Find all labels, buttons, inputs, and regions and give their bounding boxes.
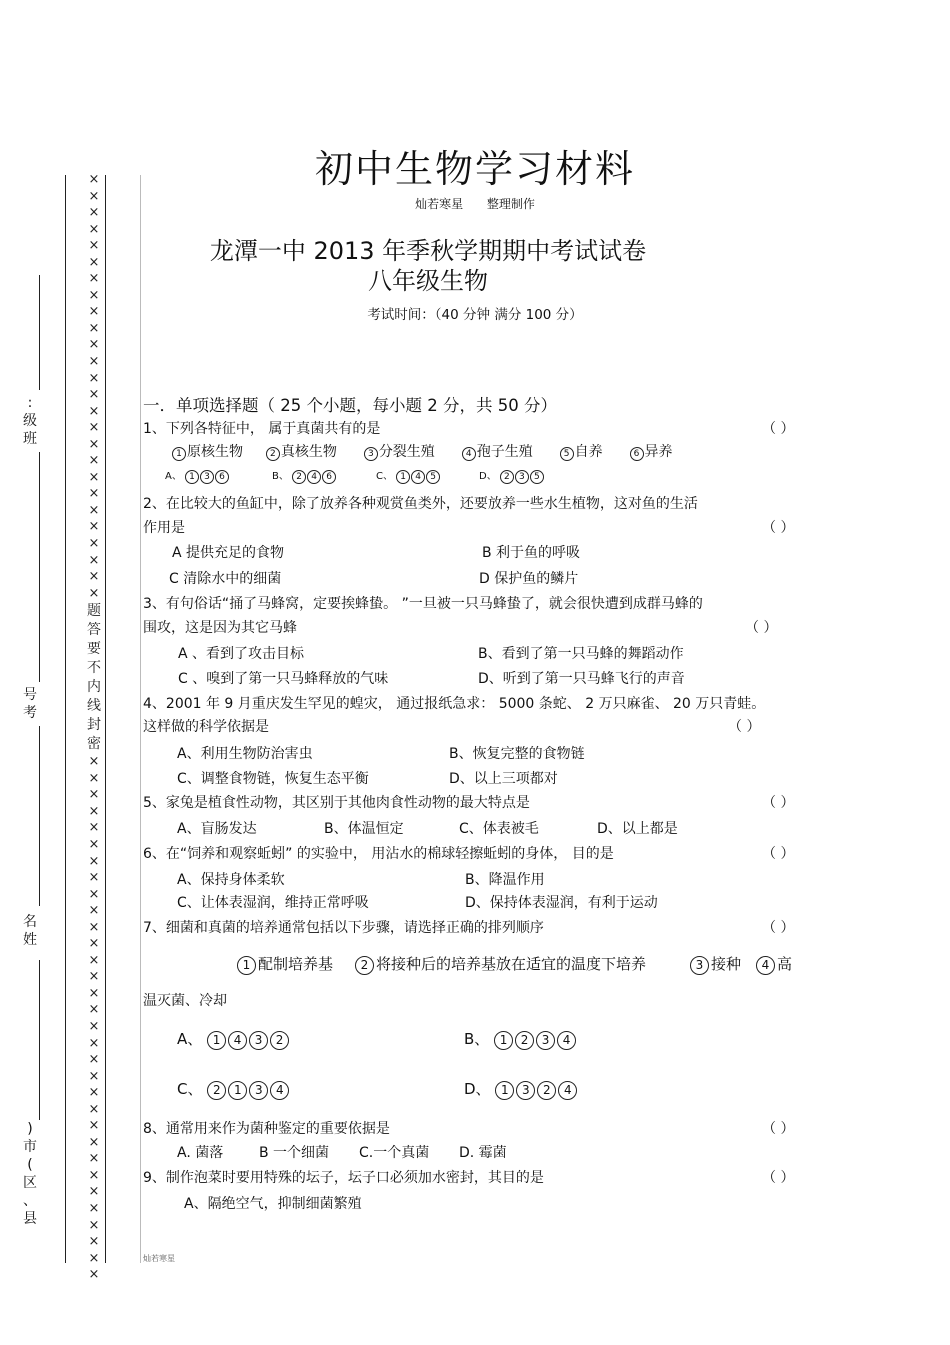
seal-x-mark: ×	[88, 420, 100, 436]
number-label-char-1: 号	[23, 687, 37, 703]
q1-item-1: 原核生物	[187, 444, 243, 460]
class-label-colon: :	[27, 395, 33, 411]
name-label	[22, 913, 38, 949]
q4-answer-blank: （ ）	[728, 719, 761, 735]
seal-x-mark: ×	[88, 502, 100, 518]
q1-item-3: 分裂生殖	[378, 444, 435, 460]
q7-a-num-1: 1	[207, 1031, 226, 1050]
seal-x-mark: ×	[88, 936, 100, 952]
q8-stem: 8、通常用来作为菌种鉴定的重要依据是	[143, 1121, 390, 1137]
section-heading: 一．单项选择题（ 25 个小题，每小题 2 分，共 50 分）	[143, 396, 557, 415]
seal-x-mark: ×	[88, 1035, 100, 1051]
q2-option-a: A 提供充足的食物	[172, 545, 285, 561]
q4-stem-line-2: 这样做的科学依据是	[143, 719, 269, 735]
seal-x-mark: ×	[88, 1018, 100, 1034]
q7-a-num-2: 4	[228, 1031, 247, 1050]
q1-option-c-label: C、	[376, 471, 393, 482]
seal-x-mark: ×	[88, 254, 100, 270]
q7-step-2-text: 将接种后的培养基放在适宜的温度下培养	[376, 955, 647, 973]
q1-a-num-2: 3	[200, 470, 214, 484]
seal-char-6: 线	[87, 698, 101, 715]
seal-x-mark: ×	[88, 952, 100, 968]
q1-option-b-label: B、	[272, 471, 289, 482]
q7-a-num-4: 2	[270, 1031, 289, 1050]
seal-x-column	[86, 172, 102, 1284]
seal-x-mark: ×	[88, 1167, 100, 1183]
q7-option-c-label: C、	[177, 1080, 203, 1098]
q7-option-a	[177, 1028, 291, 1050]
q7-step-1-text: 配制培养基	[258, 955, 334, 973]
seal-x-mark: ×	[88, 519, 100, 535]
seal-x-mark: ×	[88, 1234, 100, 1250]
q8-option-d: D. 霉菌	[459, 1145, 507, 1161]
exam-title	[0, 236, 856, 296]
county-label	[22, 1120, 38, 1228]
q1-b-num-3: 6	[322, 470, 336, 484]
seal-char-5: 内	[87, 679, 101, 696]
q5-answer-blank: （ ）	[762, 795, 795, 811]
q5-option-b: B、体温恒定	[324, 821, 404, 837]
q7-option-a-label: A、	[177, 1030, 203, 1048]
q1-option-d	[479, 467, 545, 484]
seal-x-mark: ×	[88, 486, 100, 502]
q7-step-1	[237, 953, 333, 975]
seal-x-mark: ×	[88, 1118, 100, 1134]
q2-option-b: B 利于鱼的呼吸	[482, 545, 581, 561]
seal-x-mark: ×	[88, 969, 100, 985]
class-label-char-2: 班	[23, 431, 37, 447]
q7-step-4-text: 高	[777, 955, 793, 973]
q3-option-d: D、听到了第一只马蜂飞行的声音	[478, 671, 685, 687]
seal-x-mark: ×	[88, 985, 100, 1001]
document-title: 初中生物学习材料	[314, 147, 635, 191]
q5-option-a: A、盲肠发达	[177, 821, 257, 837]
seal-char-7: 封	[87, 717, 101, 734]
q3-answer-blank: （ ）	[745, 620, 778, 636]
q7-b-num-2: 2	[515, 1031, 534, 1050]
q5-option-c: C、体表被毛	[459, 821, 539, 837]
seal-x-mark: ×	[88, 770, 100, 786]
seal-x-mark: ×	[88, 1052, 100, 1068]
q7-d-num-2: 3	[516, 1081, 535, 1100]
q1-d-num-2: 3	[515, 470, 529, 484]
seal-x-mark: ×	[88, 453, 100, 469]
q7-d-num-4: 4	[558, 1081, 577, 1100]
q1-item-num-2: 2	[266, 447, 280, 461]
county-label-char-4: 区	[23, 1175, 37, 1191]
q7-d-num-3: 2	[537, 1081, 556, 1100]
seal-x-mark: ×	[88, 304, 100, 320]
q7-step-num-3: 3	[690, 956, 709, 975]
q1-answer-blank: （ ）	[762, 421, 795, 437]
q8-option-c: C.一个真菌	[359, 1145, 430, 1161]
q5-option-d: D、以上都是	[597, 821, 678, 837]
seal-x-mark: ×	[88, 1151, 100, 1167]
q1-items	[172, 441, 673, 461]
q1-item-4: 孢子生殖	[476, 444, 533, 460]
number-label-char-2: 考	[23, 705, 37, 721]
credit-line	[0, 195, 950, 212]
q7-step-2	[355, 953, 646, 975]
seal-x-mark: ×	[88, 387, 100, 403]
seal-char-2: 答	[87, 622, 101, 639]
seal-char-8: 密	[87, 736, 101, 753]
q8-option-a: A. 菌落	[177, 1145, 224, 1161]
number-field-line	[39, 726, 40, 906]
seal-x-mark: ×	[88, 1002, 100, 1018]
q7-option-b-label: B、	[464, 1030, 490, 1048]
q2-option-d: D 保护鱼的鳞片	[479, 571, 579, 587]
seal-x-mark: ×	[88, 1085, 100, 1101]
q7-c-num-3: 3	[249, 1081, 268, 1100]
number-label	[22, 686, 38, 722]
q1-c-num-1: 1	[396, 470, 410, 484]
seal-x-mark: ×	[88, 585, 100, 601]
q6-option-d: D、保持体表湿润，有利于运动	[465, 895, 658, 911]
q1-item-num-3: 3	[364, 447, 378, 461]
county-label-char-3: (	[27, 1157, 33, 1173]
q4-option-d: D、以上三项都对	[449, 771, 558, 787]
seal-x-mark: ×	[88, 903, 100, 919]
q7-b-num-1: 1	[494, 1031, 513, 1050]
q3-stem-line-1: 3、有句俗话“捅了马蜂窝，定要挨蜂蛰。 ”一旦被一只马蜂蛰了，就会很快遭到成群马蜂的	[143, 596, 703, 612]
q1-item-num-4: 4	[462, 447, 476, 461]
binding-line-inner	[105, 175, 106, 1263]
seal-x-mark: ×	[88, 320, 100, 336]
seal-x-mark: ×	[88, 1250, 100, 1266]
seal-x-mark: ×	[88, 870, 100, 886]
q1-d-num-1: 2	[500, 470, 514, 484]
q3-stem-line-2: 围攻，这是因为其它马蜂	[143, 620, 297, 636]
seal-x-mark: ×	[88, 238, 100, 254]
name-field-line	[39, 960, 40, 1120]
seal-x-mark: ×	[88, 1200, 100, 1216]
seal-x-mark: ×	[88, 172, 100, 187]
seal-x-mark: ×	[88, 221, 100, 237]
q6-stem: 6、在“饲养和观察蚯蚓” 的实验中， 用沾水的棉球轻擦蚯蚓的身体， 目的是	[143, 846, 614, 862]
q7-option-d	[464, 1078, 579, 1100]
q1-c-num-3: 5	[426, 470, 440, 484]
q7-step-3	[690, 953, 741, 975]
q3-option-c: C 、嗅到了第一只马蜂释放的气味	[178, 671, 389, 687]
q6-option-c: C、让体表湿润，维持正常呼吸	[177, 895, 369, 911]
q1-item-num-1: 1	[172, 447, 186, 461]
class-label	[22, 394, 38, 448]
q7-d-num-1: 1	[495, 1081, 514, 1100]
seal-x-mark: ×	[88, 552, 100, 568]
seal-x-mark: ×	[88, 287, 100, 303]
q7-step-num-4: 4	[756, 956, 775, 975]
q3-option-a: A 、看到了攻击目标	[178, 646, 305, 662]
q7-b-num-3: 3	[536, 1031, 555, 1050]
q4-option-c: C、调整食物链，恢复生态平衡	[177, 771, 369, 787]
q1-c-num-2: 4	[411, 470, 425, 484]
q1-item-num-5: 5	[560, 447, 574, 461]
seal-x-mark: ×	[88, 205, 100, 221]
q7-option-d-label: D、	[464, 1080, 491, 1098]
q4-option-b: B、恢复完整的食物链	[449, 746, 585, 762]
q5-stem: 5、家兔是植食性动物，其区别于其他肉食性动物的最大特点是	[143, 795, 530, 811]
seal-x-mark: ×	[88, 469, 100, 485]
credit-note: 整理制作	[486, 197, 535, 211]
seal-x-mark: ×	[88, 436, 100, 452]
seal-x-mark: ×	[88, 803, 100, 819]
q7-stem: 7、细菌和真菌的培养通常包括以下步骤，请选择正确的排列顺序	[143, 920, 544, 936]
q7-answer-blank: （ ）	[762, 920, 795, 936]
q1-option-a-label: A、	[165, 471, 182, 482]
exam-info: 考试时间：（40 分钟 满分 100 分）	[367, 307, 583, 323]
q7-step-4	[756, 953, 792, 975]
q1-item-num-6: 6	[630, 447, 644, 461]
seal-x-mark: ×	[88, 569, 100, 585]
credit-name: 灿若寒星	[415, 197, 464, 211]
county-label-char-2: 市	[23, 1139, 37, 1155]
seal-x-mark: ×	[88, 1184, 100, 1200]
q7-b-num-4: 4	[557, 1031, 576, 1050]
name-label-char-2: 姓	[23, 932, 37, 948]
q1-stem: 1、下列各特征中， 属于真菌共有的是	[143, 421, 381, 437]
q3-option-b: B、看到了第一只马蜂的舞蹈动作	[478, 646, 684, 662]
seal-x-mark: ×	[88, 886, 100, 902]
seal-x-mark: ×	[88, 1267, 100, 1283]
content-margin-line	[140, 175, 141, 1263]
seal-x-mark: ×	[88, 1068, 100, 1084]
q1-item-2: 真核生物	[280, 444, 337, 460]
q9-answer-blank: （ ）	[762, 1170, 795, 1186]
q1-item-6: 异养	[644, 444, 673, 460]
seal-x-mark: ×	[88, 271, 100, 287]
q1-d-num-3: 5	[530, 470, 544, 484]
q7-step-4-continued: 温灭菌、冷却	[143, 993, 227, 1009]
county-label-char-6: 县	[23, 1211, 37, 1227]
seal-x-mark: ×	[88, 1101, 100, 1117]
q6-option-a: A、保持身体柔软	[177, 872, 285, 888]
seal-x-mark: ×	[88, 754, 100, 770]
q2-stem-line-1: 2、在比较大的鱼缸中，除了放养各种观赏鱼类外，还要放养一些水生植物，这对鱼的生活	[143, 496, 698, 512]
seal-x-mark: ×	[88, 919, 100, 935]
q2-stem-line-2: 作用是	[143, 520, 185, 536]
seal-x-mark: ×	[88, 853, 100, 869]
q7-option-c	[177, 1078, 291, 1100]
seal-char-4: 不	[87, 660, 101, 677]
seal-x-mark: ×	[88, 536, 100, 552]
q2-option-c: C 清除水中的细菌	[169, 571, 282, 587]
q7-step-num-1: 1	[237, 956, 256, 975]
q9-stem: 9、制作泡菜时要用特殊的坛子，坛子口必须加水密封，其目的是	[143, 1170, 544, 1186]
seal-x-mark: ×	[88, 1217, 100, 1233]
q1-b-num-1: 2	[292, 470, 306, 484]
q2-answer-blank: （ ）	[762, 520, 795, 536]
q8-option-b: B 一个细菌	[259, 1145, 330, 1161]
q1-option-c	[376, 467, 441, 484]
seal-x-mark: ×	[88, 820, 100, 836]
seal-char-3: 要	[87, 641, 101, 658]
seal-x-mark: ×	[88, 787, 100, 803]
q7-option-b	[464, 1028, 578, 1050]
exam-title-line-1: 龙潭一中 2013 年季秋学期期中考试试卷	[209, 237, 647, 265]
q7-c-num-2: 1	[228, 1081, 247, 1100]
name-label-char-1: 名	[23, 914, 37, 930]
seal-x-mark: ×	[88, 370, 100, 386]
q7-step-num-2: 2	[355, 956, 374, 975]
q9-option-a: A、隔绝空气，抑制细菌繁殖	[184, 1196, 362, 1212]
seal-x-mark: ×	[88, 836, 100, 852]
q1-a-num-1: 1	[185, 470, 199, 484]
footer-credit: 灿若寒星	[143, 1254, 175, 1263]
q7-a-num-3: 3	[249, 1031, 268, 1050]
q7-c-num-4: 4	[270, 1081, 289, 1100]
class-label-char-1: 级	[23, 413, 37, 429]
seal-x-mark: ×	[88, 354, 100, 370]
q1-option-d-label: D、	[479, 471, 497, 482]
q1-option-a	[165, 467, 230, 484]
q1-a-num-3: 6	[215, 470, 229, 484]
q6-option-b: B、降温作用	[465, 872, 545, 888]
q6-answer-blank: （ ）	[762, 846, 795, 862]
seal-x-mark: ×	[88, 337, 100, 353]
county-label-char-5: 、	[23, 1193, 37, 1209]
seal-x-mark: ×	[88, 403, 100, 419]
exam-title-line-2: 八年级生物	[368, 267, 488, 295]
county-label-char-1: )	[27, 1121, 33, 1137]
class-field-line-2	[39, 452, 40, 682]
q7-c-num-1: 2	[207, 1081, 226, 1100]
binding-line-outer	[65, 175, 66, 1263]
seal-x-mark: ×	[88, 188, 100, 204]
q4-option-a: A、利用生物防治害虫	[177, 746, 313, 762]
q8-answer-blank: （ ）	[762, 1121, 795, 1137]
q4-stem-line-1: 4、2001 年 9 月重庆发生罕见的蝗灾， 通过报纸急求： 5000 条蛇、 2 万只麻雀、 20 万只青蛙。	[143, 696, 766, 712]
q7-step-3-text: 接种	[711, 955, 742, 973]
seal-char-1: 题	[87, 603, 101, 620]
seal-x-mark: ×	[88, 1134, 100, 1150]
q1-b-num-2: 4	[307, 470, 321, 484]
q1-option-b	[272, 467, 337, 484]
q1-item-5: 自养	[574, 444, 603, 460]
